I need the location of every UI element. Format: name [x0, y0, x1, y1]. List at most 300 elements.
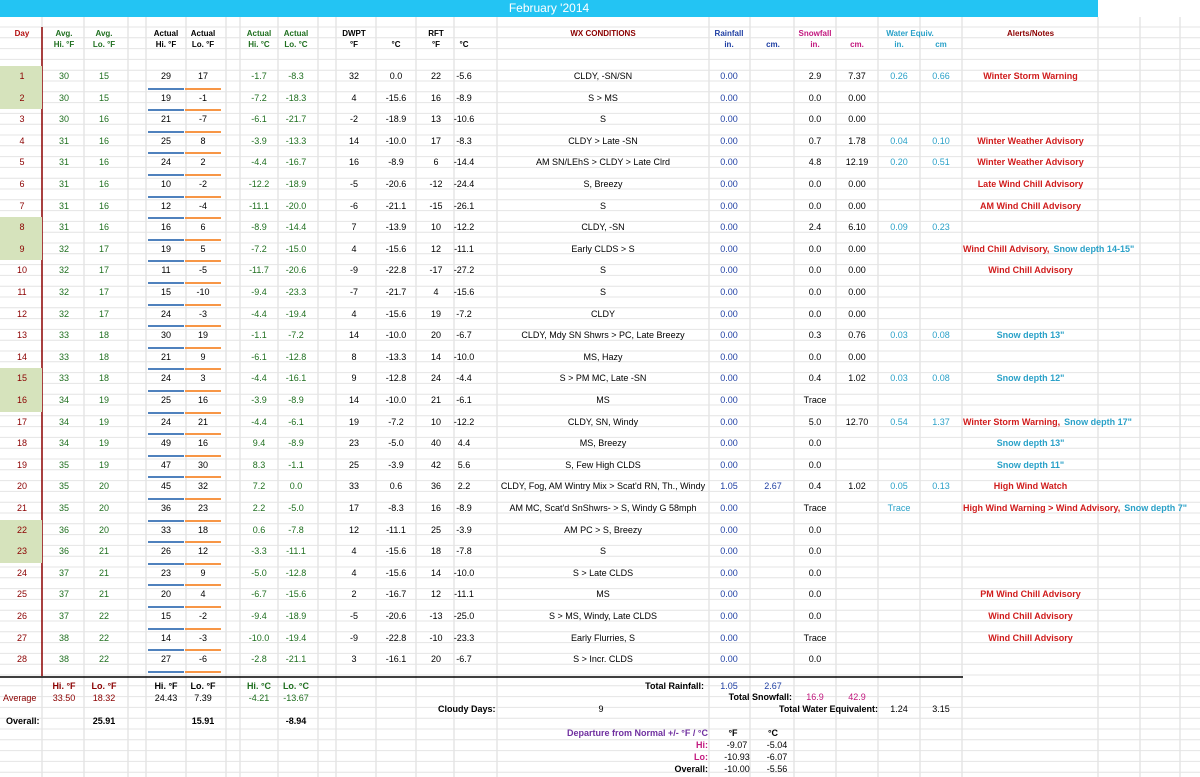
snowfall-in: 0.0: [808, 243, 822, 254]
avg-lo-value: 21: [98, 546, 109, 557]
dewpoint-f-value: 7: [351, 222, 357, 233]
realfeel-f-value: 4: [433, 287, 439, 297]
rainfall-in: 0.00: [720, 632, 738, 643]
alert-note-cell: [963, 476, 1098, 498]
snowfall-in: Trace: [803, 395, 827, 405]
rainfall-cm: [752, 88, 794, 110]
dewpoint-c-value: -22.8: [385, 265, 407, 276]
actual-lo-c-value: -20.6: [285, 265, 307, 276]
wx-conditions: S: [599, 114, 606, 125]
actual-lo-c-value: -12.8: [285, 351, 307, 362]
water-equiv-cm: [920, 649, 962, 671]
actual-hi-c-value: -4.4: [251, 416, 267, 427]
summary-label-lo-f2: Lo. °F: [190, 681, 216, 691]
wx-conditions: AM PC > S, Breezy: [564, 524, 642, 535]
realfeel-f-value: 6: [433, 157, 439, 168]
avg-hi-value: 30: [58, 92, 69, 103]
wx-conditions: S: [599, 265, 606, 276]
dewpoint-c-value: -5.0: [388, 438, 404, 449]
actual-hi-value: 11: [148, 260, 184, 284]
alert-note-cell: [963, 239, 1198, 261]
rainfall-in: 0.00: [720, 546, 738, 557]
departure-c-header: °C: [767, 728, 779, 738]
actual-lo-value: 21: [185, 412, 221, 436]
dewpoint-c-value: -15.6: [385, 308, 407, 319]
rainfall-cm: [752, 412, 794, 434]
water-equiv-cm: [920, 347, 962, 369]
rainfall-cm: [752, 131, 794, 153]
avg-lo-value: 17: [98, 308, 109, 319]
alert-text: Winter Storm Warning: [983, 71, 1078, 81]
rainfall-cm: [752, 66, 794, 88]
rainfall-cm: [752, 347, 794, 369]
alert-note-cell: [963, 498, 1198, 520]
day-number: 19: [16, 459, 27, 470]
average-act-lo: 7.39: [194, 693, 212, 703]
rainfall-in: 1.05: [720, 481, 738, 492]
realfeel-c-value: -23.3: [453, 632, 475, 643]
summary-label-hi-f: Hi. °F: [52, 681, 76, 691]
snowfall-in: 0.0: [808, 654, 822, 665]
rainfall-cm: [752, 109, 794, 131]
realfeel-f-value: 14: [430, 567, 441, 578]
wx-conditions: AM SN/LEhS > CLDY > Late Clrd: [536, 157, 670, 168]
alert-text: Winter Weather Advisory: [977, 157, 1084, 168]
water-equiv-cm: [920, 282, 962, 304]
dewpoint-f-value: 3: [351, 654, 357, 665]
actual-lo-c-value: -15.0: [285, 243, 307, 254]
wx-conditions: S: [599, 200, 606, 211]
water-equiv-in: [878, 541, 920, 563]
water-equiv-in: [878, 109, 920, 131]
average-act-hi: 24.43: [154, 693, 178, 703]
realfeel-c-value: -24.4: [453, 179, 475, 189]
water-equiv-cm: 0.08: [932, 373, 950, 384]
snowfall-in: 0.0: [808, 546, 822, 557]
dewpoint-f-value: 32: [348, 71, 359, 81]
snowfall-in: 0.7: [808, 135, 822, 146]
rainfall-in: 0.00: [720, 503, 738, 513]
rainfall-in: 0.00: [720, 179, 738, 189]
actual-lo-c-value: -16.7: [285, 157, 307, 168]
actual-lo-value: 30: [185, 455, 221, 479]
actual-lo-c-value: -8.9: [288, 395, 304, 405]
actual-hi-value: 15: [148, 606, 184, 630]
wx-conditions: MS: [596, 395, 610, 405]
day-number: 23: [16, 546, 27, 557]
rainfall-in: 0.00: [720, 157, 738, 168]
snowfall-cm: 1.78: [848, 135, 866, 146]
actual-lo-value: -5: [185, 260, 221, 284]
actual-hi-c-value: 7.2: [252, 481, 266, 492]
rainfall-in: 0.00: [720, 459, 738, 470]
avg-lo-value: 17: [98, 243, 109, 254]
dewpoint-c-value: -15.6: [385, 546, 407, 557]
avg-lo-value: 16: [98, 114, 109, 125]
dewpoint-f-value: 9: [351, 373, 357, 384]
departure-f-header: °F: [728, 728, 738, 738]
alert-note-cell: [963, 649, 1098, 671]
alert-note-cell: [963, 131, 1098, 153]
rainfall-cm: [752, 455, 794, 477]
average-avg-lo: 18.32: [92, 693, 116, 703]
dewpoint-c-value: -13.9: [385, 222, 407, 233]
actual-lo-c-value: -19.4: [285, 308, 307, 319]
avg-lo-value: 18: [98, 351, 109, 362]
actual-hi-c-value: -4.4: [251, 157, 267, 168]
avg-lo-value: 16: [98, 157, 109, 168]
rainfall-cm: [752, 174, 794, 196]
avg-hi-value: 36: [58, 524, 69, 535]
realfeel-f-value: 10: [430, 416, 441, 427]
average-label: Average: [3, 693, 37, 703]
realfeel-c-value: -11.1: [454, 589, 474, 600]
dewpoint-f-value: 33: [348, 481, 359, 492]
snowfall-cm: 0.00: [848, 92, 866, 103]
avg-lo-value: 19: [98, 395, 109, 405]
water-equiv-cm: [920, 584, 962, 606]
snowfall-cm: [836, 433, 878, 455]
snowfall-cm: [836, 563, 878, 585]
snowfall-in: 2.9: [808, 71, 822, 81]
water-equiv-in: [878, 606, 920, 628]
rainfall-in: 0.00: [720, 611, 738, 621]
actual-lo-value: -2: [185, 606, 221, 630]
day-number: 1: [19, 71, 25, 81]
realfeel-c-value: -6.7: [456, 654, 472, 665]
dewpoint-c-value: -15.6: [385, 243, 407, 254]
snowfall-in: 0.0: [808, 524, 822, 535]
water-equiv-cm: [920, 520, 962, 542]
actual-lo-c-value: -1.1: [288, 459, 304, 470]
day-number: 4: [19, 135, 25, 146]
alert-note-cell: [963, 390, 1098, 412]
header-act-lo-2: Lo. °F: [191, 40, 215, 49]
dewpoint-c-value: -10.0: [385, 135, 407, 146]
realfeel-f-value: 19: [430, 308, 441, 319]
water-equiv-in: [878, 347, 920, 369]
actual-lo-c-value: -14.4: [285, 222, 307, 233]
header-day: Day: [14, 29, 30, 38]
header-act-hi-c-1: Actual: [246, 29, 272, 38]
actual-hi-value: 49: [148, 433, 184, 457]
snowfall-cm: 12.19: [845, 157, 869, 168]
dewpoint-f-value: -9: [349, 632, 358, 643]
realfeel-c-value: -12.2: [453, 222, 475, 233]
snowfall-cm: 1.02: [848, 373, 866, 384]
actual-lo-c-value: -12.8: [285, 567, 307, 578]
header-snowfall-2: in.: [810, 40, 820, 49]
wx-conditions: MS, Breezy: [579, 438, 627, 449]
actual-lo-value: 4: [185, 584, 221, 608]
rainfall-in: 0.00: [720, 395, 738, 405]
water-equiv-cm: 0.13: [932, 481, 950, 492]
dewpoint-f-value: -5: [349, 179, 358, 189]
dewpoint-c-value: -20.6: [385, 179, 407, 189]
water-equiv-cm: 0.23: [932, 222, 950, 233]
alert-text: Wind Chill Advisory,: [963, 243, 1050, 254]
actual-hi-c-value: -8.9: [251, 222, 267, 233]
avg-hi-value: 32: [58, 265, 69, 276]
wx-conditions: CLDY, -SN: [581, 222, 625, 233]
water-equiv-in: 0.09: [890, 222, 908, 233]
total-rainfall-label: Total Rainfall:: [645, 681, 704, 691]
water-equiv-in: Trace: [887, 503, 911, 513]
realfeel-c-value: -12.2: [453, 416, 475, 427]
dewpoint-c-value: -8.3: [388, 503, 404, 513]
avg-hi-value: 33: [58, 330, 69, 341]
day-number: 15: [16, 373, 27, 384]
snowfall-in: 0.0: [808, 114, 822, 125]
dewpoint-f-value: 4: [351, 546, 357, 557]
snow-depth-note: Snow depth 12": [996, 373, 1065, 384]
actual-hi-c-value: -9.4: [251, 611, 267, 621]
actual-hi-c-value: -1.7: [251, 71, 267, 81]
actual-lo-value: 32: [185, 476, 221, 500]
summary-label-lo-f: Lo. °F: [91, 681, 117, 691]
snowfall-cm: 0.00: [848, 179, 866, 189]
snowfall-in: 4.8: [808, 157, 822, 168]
header-rft-1: RFT: [428, 29, 444, 38]
actual-lo-c-value: -8.9: [288, 438, 304, 449]
alert-note-cell: [963, 196, 1098, 218]
realfeel-f-value: 14: [430, 351, 441, 362]
header-snowfall-cm: cm.: [850, 40, 864, 49]
rainfall-in: 0.00: [720, 200, 738, 211]
dewpoint-f-value: -6: [349, 200, 358, 211]
actual-hi-value: 24: [148, 412, 184, 436]
title-banner: [0, 0, 1098, 17]
rainfall-cm: [752, 196, 794, 218]
rainfall-cm: [752, 520, 794, 542]
water-equiv-cm: [920, 498, 962, 520]
alert-note-cell: [963, 541, 1098, 563]
dewpoint-f-value: 14: [348, 395, 359, 405]
rainfall-in: 0.00: [720, 330, 738, 341]
dewpoint-f-value: 14: [348, 330, 359, 341]
actual-lo-value: 9: [185, 563, 221, 587]
day-number: 22: [16, 524, 27, 535]
water-equiv-in: [878, 282, 920, 304]
rainfall-in: 0.00: [720, 243, 738, 254]
actual-lo-c-value: -15.6: [285, 589, 307, 600]
actual-lo-c-value: -21.7: [285, 114, 307, 125]
alert-note-cell: [963, 520, 1098, 542]
avg-lo-value: 22: [98, 611, 109, 621]
actual-hi-value: 36: [148, 498, 184, 522]
avg-hi-value: 31: [58, 222, 69, 233]
water-equiv-in: [878, 628, 920, 650]
dewpoint-c-value: -21.1: [385, 200, 407, 211]
snowfall-cm: [836, 520, 878, 542]
day-number: 21: [16, 503, 27, 513]
actual-lo-c-value: -11.1: [286, 546, 306, 557]
avg-hi-value: 35: [58, 459, 69, 470]
snowfall-cm: [836, 649, 878, 671]
actual-hi-value: 19: [148, 88, 184, 112]
day-number: 26: [16, 611, 27, 621]
actual-hi-value: 12: [148, 196, 184, 220]
snowfall-in: 0.0: [808, 459, 822, 470]
snowfall-in: 5.0: [808, 416, 822, 427]
departure-overall-label: Overall:: [674, 764, 708, 774]
snowfall-cm: 0.00: [848, 287, 866, 297]
actual-hi-value: 45: [148, 476, 184, 500]
header-alerts-notes: Alerts/Notes: [1006, 29, 1055, 38]
actual-lo-value: -6: [185, 649, 221, 673]
realfeel-f-value: 25: [430, 524, 441, 535]
actual-hi-value: 25: [148, 390, 184, 414]
actual-hi-c-value: 8.3: [252, 459, 266, 470]
rainfall-in: 0.00: [720, 135, 738, 146]
snowfall-in: 0.0: [808, 92, 822, 103]
alert-text: Wind Chill Advisory: [988, 632, 1073, 643]
rainfall-cm: [752, 152, 794, 174]
alert-note-cell: [963, 368, 1098, 390]
alert-text: High Wind Warning > Wind Advisory,: [963, 503, 1121, 513]
actual-lo-value: 16: [185, 433, 221, 457]
rainfall-in: 0.00: [720, 351, 738, 362]
dewpoint-c-value: -18.9: [385, 114, 407, 125]
dewpoint-f-value: 23: [348, 438, 359, 449]
avg-hi-value: 35: [58, 481, 69, 492]
snowfall-in: 0.0: [808, 351, 822, 362]
water-equiv-in: [878, 239, 920, 261]
actual-lo-c-value: -5.0: [288, 503, 304, 513]
snowfall-in: 0.0: [808, 179, 822, 189]
alert-text: Wind Chill Advisory: [988, 611, 1073, 621]
avg-hi-value: 31: [58, 157, 69, 168]
summary-label-hi-f2: Hi. °F: [154, 681, 178, 691]
water-equiv-cm: [920, 239, 962, 261]
actual-lo-c-value: -19.4: [285, 632, 307, 643]
rainfall-cm: [752, 304, 794, 326]
departure-lo-label: Lo:: [694, 752, 708, 762]
realfeel-f-value: 13: [430, 114, 441, 125]
avg-lo-value: 19: [98, 459, 109, 470]
rainfall-cm: [752, 325, 794, 347]
header-rainfall-1: Rainfall: [714, 29, 744, 38]
realfeel-c-value: -26.1: [453, 200, 475, 211]
avg-lo-value: 20: [98, 524, 109, 535]
wx-conditions: S, Breezy: [583, 179, 623, 189]
avg-lo-value: 19: [98, 416, 109, 427]
snowfall-cm: 6.10: [848, 222, 866, 233]
water-equiv-cm: [920, 304, 962, 326]
actual-lo-value: 2: [185, 152, 221, 176]
header-dwpt-1: DWPT: [342, 29, 366, 38]
actual-hi-value: 24: [148, 304, 184, 328]
day-number: 9: [19, 243, 25, 254]
avg-hi-value: 37: [58, 567, 69, 578]
avg-hi-value: 33: [58, 351, 69, 362]
actual-lo-value: 19: [185, 325, 221, 349]
rainfall-in: 0.00: [720, 438, 738, 449]
dewpoint-f-value: -7: [349, 287, 358, 297]
day-number: 17: [16, 416, 27, 427]
avg-hi-value: 38: [58, 632, 69, 643]
rainfall-cm: [752, 498, 794, 520]
avg-hi-value: 37: [58, 589, 69, 600]
total-snowfall-cm: 42.9: [848, 692, 866, 702]
actual-lo-value: 17: [185, 66, 221, 90]
dewpoint-f-value: 4: [351, 308, 357, 319]
day-number: 6: [19, 179, 25, 189]
rainfall-in: 0.00: [720, 654, 738, 665]
realfeel-c-value: -7.2: [456, 308, 472, 319]
snowfall-cm: [836, 455, 878, 477]
snowfall-in: 2.4: [808, 222, 822, 233]
actual-hi-c-value: -4.4: [251, 308, 267, 319]
wx-conditions: S: [599, 546, 606, 557]
header-avg-hi-2: Hi. °F: [53, 40, 75, 49]
wx-conditions: S > Incr. CLDS: [573, 654, 633, 665]
realfeel-c-value: -4.4: [456, 373, 472, 384]
snow-depth-note: Snow depth 7": [1124, 503, 1188, 513]
water-equiv-in: [878, 433, 920, 455]
dewpoint-f-value: 19: [348, 416, 359, 427]
header-rainfall-2: in.: [724, 40, 734, 49]
actual-lo-c-value: -18.3: [285, 92, 307, 103]
day-number: 3: [19, 114, 25, 125]
snowfall-in: 0.3: [808, 330, 822, 341]
alert-note-cell: [963, 347, 1098, 369]
realfeel-c-value: 2.2: [457, 481, 471, 492]
water-equiv-cm: 0.66: [932, 71, 950, 81]
rainfall-cm: [752, 563, 794, 585]
avg-hi-value: 32: [58, 308, 69, 319]
actual-hi-value: 21: [148, 347, 184, 371]
snowfall-cm: [836, 606, 878, 628]
actual-hi-c-value: -12.2: [248, 179, 270, 189]
actual-hi-c-value: 9.4: [252, 438, 266, 449]
realfeel-c-value: -8.9: [456, 503, 472, 513]
avg-lo-value: 16: [98, 200, 109, 211]
dewpoint-f-value: 4: [351, 567, 357, 578]
realfeel-f-value: 17: [430, 135, 441, 146]
header-avg-lo-1: Avg.: [95, 29, 113, 38]
snowfall-cm: 12.70: [845, 416, 869, 427]
dewpoint-c-value: -16.7: [385, 589, 407, 600]
header-wx-conditions: WX CONDITIONS: [570, 29, 636, 38]
day-number: 7: [19, 200, 25, 211]
wx-conditions: MS, Hazy: [583, 351, 623, 362]
alert-note-cell: [963, 628, 1098, 650]
alert-note-cell: [963, 152, 1098, 174]
wx-conditions: CLDY, SN, Windy: [567, 416, 639, 427]
rainfall-cm: 2.67: [764, 481, 782, 492]
dewpoint-f-value: 2: [351, 589, 357, 600]
overall-avg: 25.91: [92, 716, 116, 726]
rainfall-in: 0.00: [720, 524, 738, 535]
water-equiv-cm: [920, 174, 962, 196]
avg-lo-value: 21: [98, 589, 109, 600]
dewpoint-f-value: 25: [348, 459, 359, 470]
departure-hi-label: Hi:: [696, 740, 708, 750]
rainfall-in: 0.00: [720, 222, 738, 233]
avg-hi-value: 38: [58, 654, 69, 665]
actual-hi-c-value: -3.9: [251, 135, 267, 146]
day-number: 25: [16, 589, 27, 600]
actual-lo-c-value: -7.8: [288, 524, 304, 535]
realfeel-f-value: 12: [430, 243, 441, 254]
water-equiv-cm: [920, 606, 962, 628]
actual-lo-value: -10: [185, 282, 221, 306]
dewpoint-c-value: -3.9: [388, 459, 404, 470]
actual-hi-value: 15: [148, 282, 184, 306]
alert-note-cell: [963, 412, 1198, 434]
actual-lo-c-value: -7.2: [288, 330, 304, 341]
